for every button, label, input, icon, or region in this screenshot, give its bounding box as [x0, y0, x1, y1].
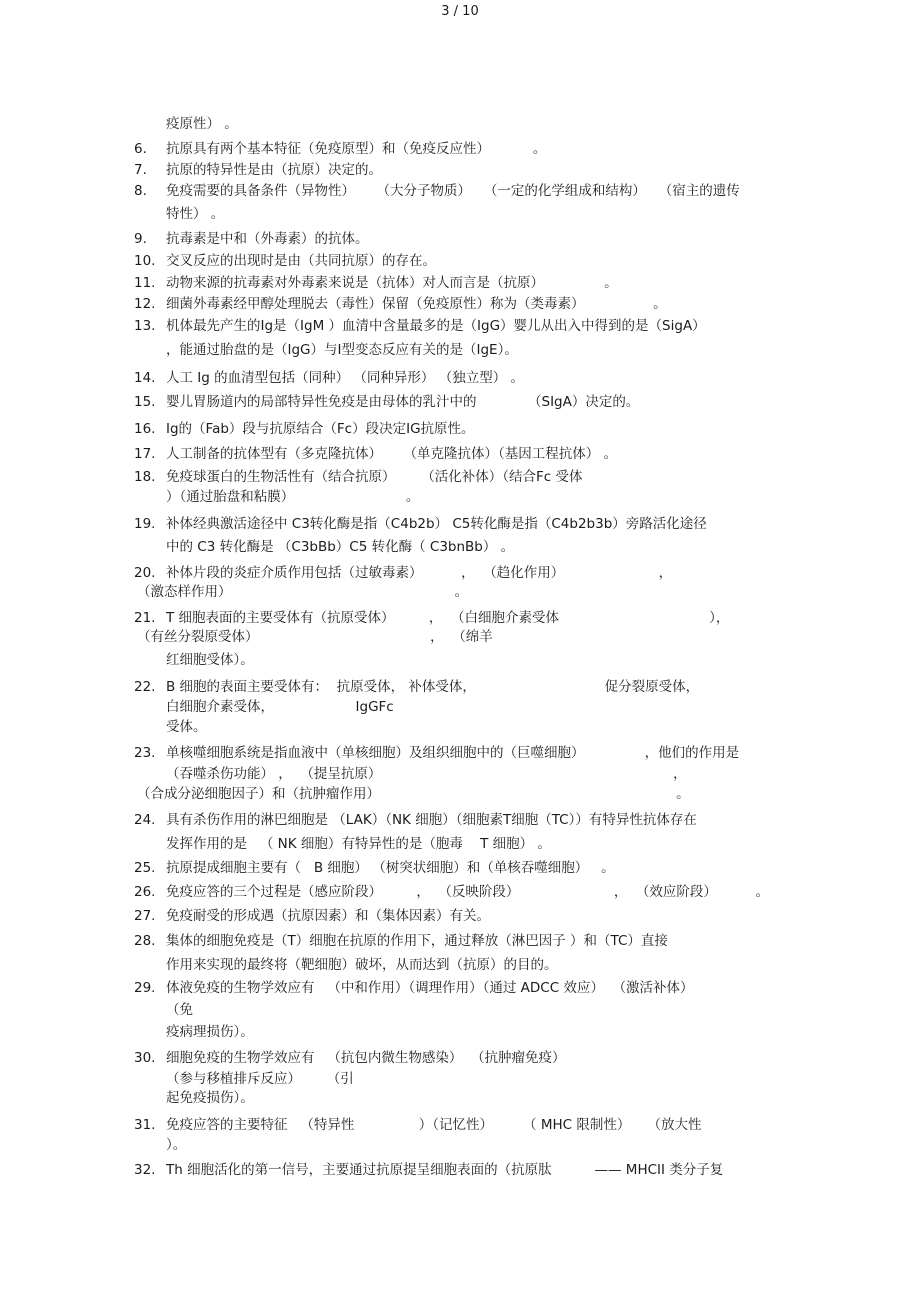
question-13-text: 机体最先产生的Ig是（IgM ）血清中含量最多的是（IgG）婴儿从出入中得到的是（SigA）	[166, 318, 706, 334]
question-24-text: 具有杀伤作用的淋巴细胞是 （LAK）（NK 细胞）（细胞素T细胞（TC））有特异性抗体存在	[166, 812, 697, 828]
question-13-number: 13.	[134, 318, 156, 334]
question-9-number: 9.	[134, 231, 147, 247]
question-28-text: 集体的细胞免疫是（T）细胞在抗原的作用下，通过释放（淋巴因子 ）和（TC）直接	[166, 933, 668, 949]
question-21-text: T 细胞表面的主要受体有（抗原受体） ， （白细胞介素受体 ），	[166, 610, 730, 626]
question-21-text-line-3: 红细胞受体）。	[166, 652, 254, 668]
question-32-text: Th 细胞活化的第一信号，主要通过抗原提呈细胞表面的（抗原肽 —— MHCII 类分子复	[166, 1162, 724, 1178]
question-30-number: 30.	[134, 1050, 156, 1066]
question-18-number: 18.	[134, 469, 156, 485]
question-6-text: 抗原具有两个基本特征（免疫原型）和（免疫反应性） 。	[166, 141, 547, 157]
question-24-text-line-2: 发挥作用的是 （ NK 细胞）有特异性的是（胞毒 T 细胞） 。	[166, 836, 551, 852]
question-23-text-line-2: （吞噬杀伤功能） ， （提呈抗原） ，	[166, 766, 687, 782]
question-10-number: 10.	[134, 253, 156, 269]
question-10-text: 交叉反应的出现时是由（共同抗原）的存在。	[166, 253, 436, 269]
question-23-text-line-3: （合成分泌细胞因子）和（抗肿瘤作用） 。	[137, 786, 690, 802]
question-8-text: 免疫需要的具备条件（异物性） （大分子物质） （一定的化学组成和结构） （宿主的遗传	[166, 183, 740, 199]
question-7-number: 7.	[134, 162, 147, 178]
question-18-text: 免疫球蛋白的生物活性有（结合抗原） （活化补体）（结合Fc 受体	[166, 469, 583, 485]
question-17-number: 17.	[134, 446, 156, 462]
question-11-text: 动物来源的抗毒素对外毒素来说是（抗体）对人而言是（抗原） 。	[166, 275, 618, 291]
question-29-number: 29.	[134, 980, 156, 996]
question-20-text: 补体片段的炎症介质作用包括（过敏毒素） ， （趋化作用） ，	[166, 565, 673, 581]
question-16-text: Ig的（Fab）段与抗原结合（Fc）段决定IG抗原性。	[166, 421, 475, 437]
question-12-number: 12.	[134, 296, 156, 312]
question-32-number: 32.	[134, 1162, 156, 1178]
question-26-text: 免疫应答的三个过程是（感应阶段） ， （反映阶段） ， （效应阶段） 。	[166, 884, 770, 900]
question-8-number: 8.	[134, 183, 147, 199]
question-31-number: 31.	[134, 1117, 156, 1133]
question-30-text-line-2: （参与移植排斥反应） （引	[166, 1071, 354, 1087]
question-30-text: 细胞免疫的生物学效应有 （抗包内微生物感染） （抗肿瘤免疫）	[166, 1050, 566, 1066]
question-25-number: 25.	[134, 860, 156, 876]
question-15-text: 婴儿胃肠道内的局部特异性免疫是由母体的乳汁中的 （SIgA）决定的。	[166, 394, 640, 410]
question-13-text-line-2: ，能通过胎盘的是（IgG）与I型变态反应有关的是（IgE）。	[166, 342, 518, 358]
question-27-text: 免疫耐受的形成遇（抗原因素）和（集体因素）有关。	[166, 908, 490, 924]
question-22-text: B 细胞的表面主要受体有： 抗原受体， 补体受体， 促分裂原受体，	[166, 679, 700, 695]
question-22-text-line-2: 白细胞介素受体， IgGFc	[166, 699, 394, 715]
question-19-number: 19.	[134, 516, 156, 532]
question-19-text-line-2: 中的 C3 转化酶是 （C3bBb）C5 转化酶（ C3bnBb） 。	[166, 539, 515, 555]
question-21-number: 21.	[134, 610, 156, 626]
question-30-text-line-3: 起免疫损伤）。	[166, 1090, 254, 1106]
question-17-text: 人工制备的抗体型有（多克隆抗体） （单克隆抗体）（基因工程抗体） 。	[166, 446, 617, 462]
question-31-text: 免疫应答的主要特征 （特异性 ）（记忆性） （ MHC 限制性） （放大性	[166, 1117, 702, 1133]
question-22-text-line-3: 受体。	[166, 719, 207, 735]
question-9-text: 抗毒素是中和（外毒素）的抗体。	[166, 231, 369, 247]
question-28-text-line-2: 作用来实现的最终将（靶细胞）破坏，从而达到（抗原）的目的。	[166, 957, 558, 973]
question-31-text-line-2: ）。	[166, 1137, 187, 1153]
question-19-text: 补体经典激活途径中 C3转化酶是指（C4b2b） C5转化酶是指（C4b2b3b）旁路活化途径	[166, 516, 707, 532]
question-29-text-line-3: 疫病理损伤）。	[166, 1024, 254, 1040]
question-14-number: 14.	[134, 370, 156, 386]
question-15-number: 15.	[134, 394, 156, 410]
question-24-number: 24.	[134, 812, 156, 828]
question-25-text: 抗原提成细胞主要有（ B 细胞） （树突状细胞）和（单核吞噬细胞） 。	[166, 860, 615, 876]
question-12-text: 细菌外毒素经甲醇处理脱去（毒性）保留（免疫原性）称为（类毒素） 。	[166, 296, 667, 312]
question-14-text: 人工 Ig 的血清型包括（同种） （同种异形） （独立型） 。	[166, 370, 525, 386]
question-6-number: 6.	[134, 141, 147, 157]
question-11-number: 11.	[134, 275, 156, 291]
question-23-number: 23.	[134, 745, 156, 761]
question-22-number: 22.	[134, 679, 156, 695]
question-16-number: 16.	[134, 421, 156, 437]
question-29-text: 体液免疫的生物学效应有 （中和作用）（调理作用）（通过 ADCC 效应） （激活补体）	[166, 980, 694, 996]
question-23-text: 单核噬细胞系统是指血液中（单核细胞）及组织细胞中的（巨噬细胞） ，他们的作用是	[166, 745, 740, 761]
page-indicator: 3 / 10	[441, 4, 479, 19]
question-5-continuation-text: 疫原性） 。	[166, 116, 238, 132]
question-7-text: 抗原的特异性是由（抗原）决定的。	[166, 162, 382, 178]
question-27-number: 27.	[134, 908, 156, 924]
question-18-text-line-2: ）（通过胎盘和粘膜） 。	[166, 489, 420, 505]
question-21-text-line-2: （有丝分裂原受体） ， （绵羊	[137, 629, 493, 645]
question-20-text-line-2: （激态样作用） 。	[137, 584, 469, 600]
question-26-number: 26.	[134, 884, 156, 900]
question-8-text-line-2: 特性） 。	[166, 206, 225, 222]
question-28-number: 28.	[134, 933, 156, 949]
question-29-text-line-2: （免	[166, 1002, 193, 1018]
question-20-number: 20.	[134, 565, 156, 581]
